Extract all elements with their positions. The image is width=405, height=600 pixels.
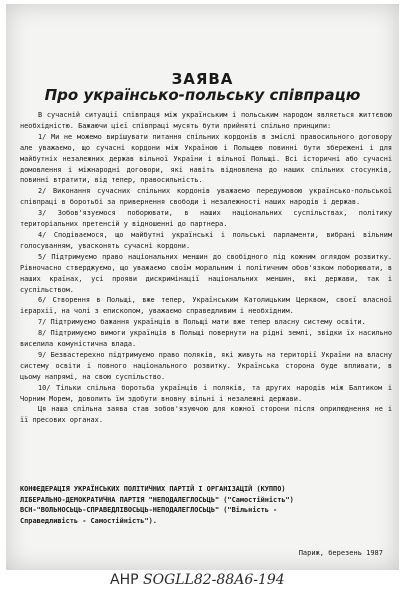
paragraph-intro: В сучасній ситуації співпраця між українським і польським народом являється життєвою необхідністю. Бажаючи цієї співпраці мусять бути прийняті спільно принципи: [20, 111, 392, 130]
paragraph-7: 7/ Підтримуємо бажання українців в Польщі мати вже тепер власну систему освіти. [38, 318, 366, 327]
paragraph-2: 2/ Виконання сучасних спільних кордонів уважаємо передумовою українсько-польської співпраці в боротьбі за привернення свободи і незалежності наших народів і держав. [20, 187, 392, 207]
signatory-line: КОНФЕДЕРАЦІЯ УКРАЇНСЬКИХ ПОЛІТИЧНИХ ПАРТІЙ І ОРГАНІЗАЦІЙ (КУППО) [20, 485, 286, 493]
paragraph-3: 3/ Зобов'язуємося поборювати, в наших національних суспільствах, політику територіальних претенсій у відношенні до партнера. [20, 209, 392, 229]
paragraph-8: 8/ Підтримуємо вимоги українців в Польщі повернути на рідні землі, звідки їх насильно виселила комуністична влада. [20, 329, 392, 349]
signatory-line: Справедливість - Самостійність"). [20, 516, 157, 525]
document-subtitle: Про українсько-польську співпрацю [44, 86, 361, 104]
paragraph-10: 10/ Тільки спільна боротьба українців і поляків, та других народів між Балтиком і Чорним Морем, доволить їм здобути вновну вільні і незалежні держави. [20, 383, 392, 403]
paragraph-4: 4/ Сподіваємося, що майбутні українські і польські парламенти, вибрані вільним голосуванням, увасконять сучасні кордони. [20, 230, 392, 250]
paragraph-1: 1/ Ми не можемо вирішувати питання спільних кордонів в зміслі правосильного договору але уважаємо, що сучасні кордони між Україною і Польщею повинні бути збережені і для майбутніх незалежних держав вільної України і вільної Польщі. Всі історичні або сучасні домовлення і міжнародні договори, які навіть відновлена до наших спільних стосунків, повинні втратити, від тепер, правосильність. [20, 132, 392, 185]
paragraph-5: 5/ Підтримуємо право національних меншин до свобідного під кожним оглядом розвитку. Рівночасно стверджуємо, що уважаємо своїм моральним і політичним обов'язком поборювати, в наших країнах, усі прояви дискримінації національних меншин, які держави, так і суспільством. [20, 252, 392, 294]
place-date: Париж, березень 1987 [298, 549, 383, 557]
document-title: ЗАЯВА [171, 70, 234, 88]
signatory-line: ЛІБЕРАЛЬНО-ДЕМОКРАТИЧНА ПАРТІЯ "НЕПОДАЛЕГЛОСЬЦЬ" ("Самостійність") [20, 495, 294, 504]
signatory-line: ВСН-"ВОЛЬНОСЬЦЬ-СПРАВЕДЛІВОСЬЦЬ-НЕПОДАЛЕГЛОСЬЦЬ" ("Вільність - [20, 506, 278, 514]
archive-code: SOGLL82-88A6-194 [143, 572, 285, 588]
signatories-block [20, 484, 392, 526]
document-sheet [6, 4, 399, 570]
paragraph-closing: Ця наша спільна заява став зобов'язуючою для кожної сторони після оприлюднення не і її пресових органах. [20, 405, 392, 425]
archive-stamp [110, 572, 400, 588]
paragraph-6: 6/ Створення в Польщі, вже тепер, Українським Католицьким Церквом, своєї власної ієрархії, на чолі з епископом, уважаємо справедливим і необхідним. [20, 296, 392, 316]
document-body [20, 110, 392, 426]
archive-prefix: АНР [110, 572, 139, 588]
paragraph-9: 9/ Безвастерехно підтримуємо право поляків, які живуть на території України на власну систему освіти і повного національного розвитку. Українська сторона буде впливати, в цьому напрямі, на свою суспільство. [20, 350, 392, 381]
